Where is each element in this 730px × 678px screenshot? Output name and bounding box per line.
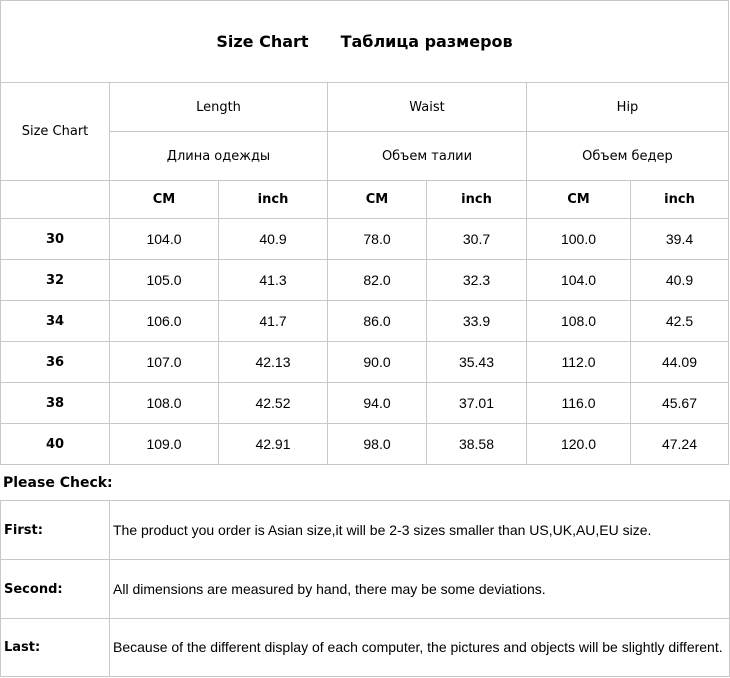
header-row-ru [1,132,729,181]
value-cell: 100.0 [527,219,631,260]
table-row [1,260,729,301]
size-cell: 38 [1,383,110,424]
note-label: Last: [1,619,110,677]
value-cell: 32.3 [427,260,527,301]
value-cell: 42.52 [219,383,328,424]
size-cell: 40 [1,424,110,465]
value-cell: 94.0 [328,383,427,424]
title-row [0,0,729,83]
title-english: Size Chart [216,32,309,51]
value-cell: 37.01 [427,383,527,424]
value-cell: 107.0 [110,342,219,383]
unit-label: CM [527,181,631,219]
unit-label: inch [219,181,328,219]
table-row [1,342,729,383]
value-cell: 104.0 [527,260,631,301]
value-cell: 82.0 [328,260,427,301]
note-text: Because of the different display of each computer, the pictures and objects will be slightly different. [110,619,730,677]
table-row [1,424,729,465]
note-row [1,560,730,619]
unit-label: inch [631,181,729,219]
value-cell: 42.91 [219,424,328,465]
value-cell: 120.0 [527,424,631,465]
value-cell: 105.0 [110,260,219,301]
value-cell: 41.3 [219,260,328,301]
unit-label: inch [427,181,527,219]
value-cell: 112.0 [527,342,631,383]
notes-table [0,500,730,677]
value-cell: 39.4 [631,219,729,260]
note-row [1,619,730,677]
waist-header: Waist [328,83,527,132]
note-text: All dimensions are measured by hand, there may be some deviations. [110,560,730,619]
units-spacer [1,181,110,219]
value-cell: 108.0 [110,383,219,424]
size-cell: 32 [1,260,110,301]
size-cell: 30 [1,219,110,260]
value-cell: 86.0 [328,301,427,342]
note-text: The product you order is Asian size,it will be 2-3 sizes smaller than US,UK,AU,EU size. [110,501,730,560]
please-check-heading: Please Check: [3,475,113,491]
value-cell: 42.5 [631,301,729,342]
value-cell: 40.9 [219,219,328,260]
value-cell: 33.9 [427,301,527,342]
size-cell: 36 [1,342,110,383]
unit-label: CM [328,181,427,219]
size-chart-header: Size Chart [1,83,110,181]
value-cell: 106.0 [110,301,219,342]
value-cell: 42.13 [219,342,328,383]
value-cell: 40.9 [631,260,729,301]
value-cell: 47.24 [631,424,729,465]
table-row [1,219,729,260]
note-label: Second: [1,560,110,619]
size-table [0,82,729,465]
value-cell: 35.43 [427,342,527,383]
hip-header: Hip [527,83,729,132]
value-cell: 98.0 [328,424,427,465]
value-cell: 78.0 [328,219,427,260]
value-cell: 44.09 [631,342,729,383]
note-label: First: [1,501,110,560]
value-cell: 41.7 [219,301,328,342]
table-row [1,383,729,424]
note-row [1,501,730,560]
value-cell: 45.67 [631,383,729,424]
units-row [1,181,729,219]
value-cell: 30.7 [427,219,527,260]
length-header-ru: Длина одежды [110,132,328,181]
waist-header-ru: Объем талии [328,132,527,181]
header-row-en [1,83,729,132]
value-cell: 109.0 [110,424,219,465]
value-cell: 108.0 [527,301,631,342]
length-header: Length [110,83,328,132]
title-russian: Таблица размеров [340,32,513,51]
value-cell: 90.0 [328,342,427,383]
value-cell: 116.0 [527,383,631,424]
value-cell: 104.0 [110,219,219,260]
size-cell: 34 [1,301,110,342]
hip-header-ru: Объем бедер [527,132,729,181]
table-row [1,301,729,342]
value-cell: 38.58 [427,424,527,465]
unit-label: CM [110,181,219,219]
